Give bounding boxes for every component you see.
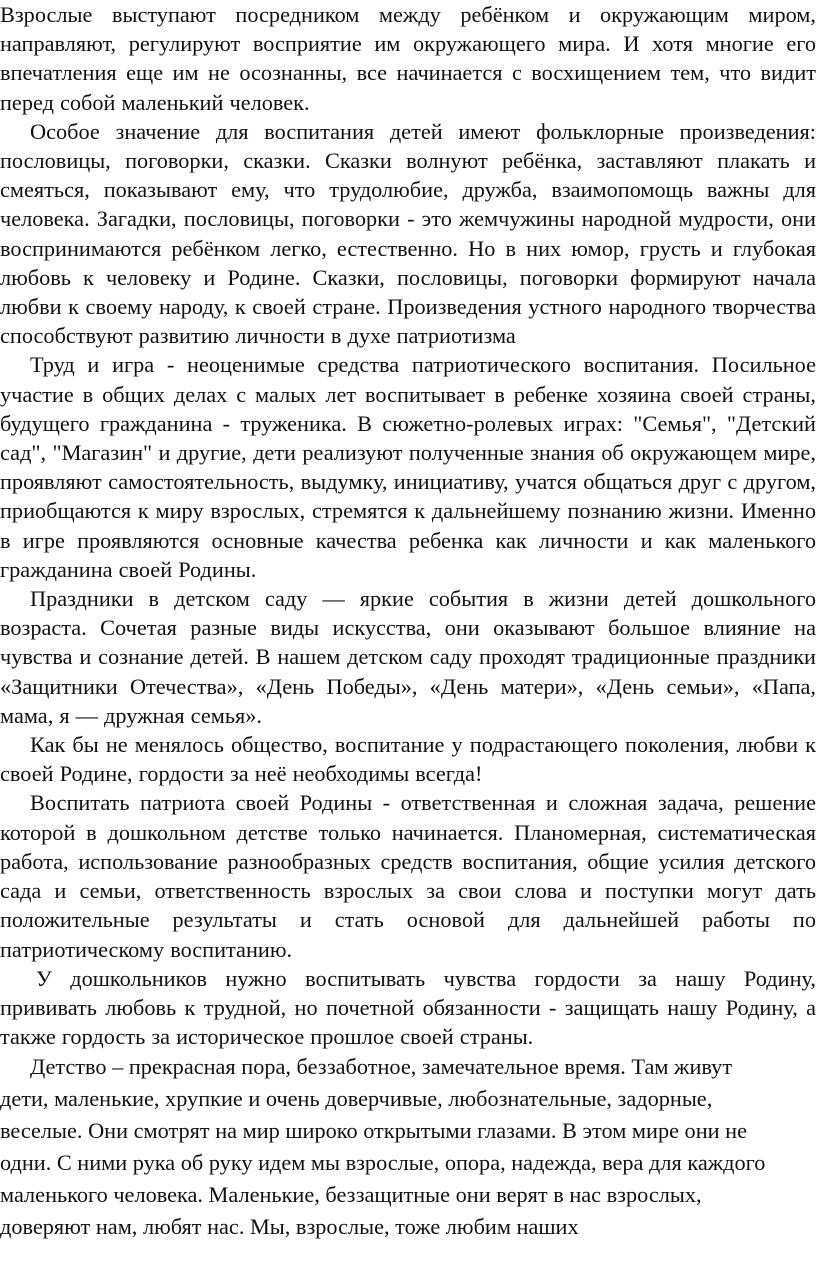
paragraph-work-and-play: Труд и игра - неоценимые средства патриотического воспитания. Посильное участие в общих делах с малых лет воспитывает в ребенке хозяина своей страны, будущего гражданина - труженика. В сюжетно-ролевых играх: "Семья", "Детский сад", "Магазин" и другие, дети реализуют полученные знания об окружающем мире, проявляют самостоятельность, выдумку, инициативу, учатся общаться друг с другом, приобщаются к миру взрослых, стремятся к дальнейшему познанию жизни. Именно в игре проявляются основные качества ребенка как личности и как маленького гражданина своей Родины. (0, 352, 816, 582)
paragraph-folklore: Особое значение для воспитания детей имеют фольклорные произведения: пословицы, поговорки, сказки. Сказки волнуют ребёнка, заставляют плакать и смеяться, показывают ему, что трудолюбие, дружба, взаимопомощь важны для человека. Загадки, пословицы, поговорки - это жемчужины народной мудрости, они воспринимаются ребёнком легко, естественно. Но в них юмор, грусть и глубокая любовь к человеку и Родине. Сказки, пословицы, поговорки формируют начала любви к своему народу, к своей стране. Произведения устного народного творчества способствуют развитию личности в духе патриотизма (0, 118, 816, 349)
paragraph-childhood: Детство – прекрасная пора, беззаботное, замечательное время. Там живут дети, маленькие, хрупкие и очень доверчивые, любознательные, задорные, веселые. Они смотрят на мир широко открытыми глазами. В этом мире они не одни. С ними рука об руку идем мы взрослые, опора, надежда, вера для каждого маленького человека. Маленькие, беззащитные они верят в нас взрослых, доверяют нам, любят нас. Мы, взрослые, тоже любим наших (0, 1054, 766, 1240)
paragraph-holidays: Праздники в детском саду — яркие события в жизни детей дошкольного возраста. Сочетая разные виды искусства, они оказывают большое влияние на чувства и сознание детей. В нашем детском саду проходят традиционные праздники «Защитники Отечества», «День Победы», «День матери», «День семьи», «Папа, мама, я — дружная семья». (0, 586, 816, 728)
paragraph-society: Как бы не менялось общество, воспитание у подрастающего поколения, любви к своей Родине, гордости за неё необходимы всегда! (0, 732, 816, 787)
paragraph-adults-mediators: Взрослые выступают посредником между ребёнком и окружающим миром, направляют, регулируют восприятие им окружающего мира. И хотя многие его впечатления еще им не осознанны, все начинается с восхищением тем, что видит перед собой маленький человек. (0, 2, 816, 115)
paragraph-preschoolers: У дошкольников нужно воспитывать чувства гордости за нашу Родину, прививать любовь к трудной, но почетной обязанности - защищать нашу Родину, а также гордость за историческое прошлое своей страны. (0, 965, 816, 1050)
paragraph-raise-patriot: Воспитать патриота своей Родины - ответственная и сложная задача, решение которой в дошкольном детстве только начинается. Планомерная, систематическая работа, использование разнообразных средств воспитания, общие усилия детского сада и семьи, ответственность взрослых за свои слова и поступки могут дать положительные результаты и стать основой для дальнейшей работы по патриотическому воспитанию. (0, 790, 816, 962)
